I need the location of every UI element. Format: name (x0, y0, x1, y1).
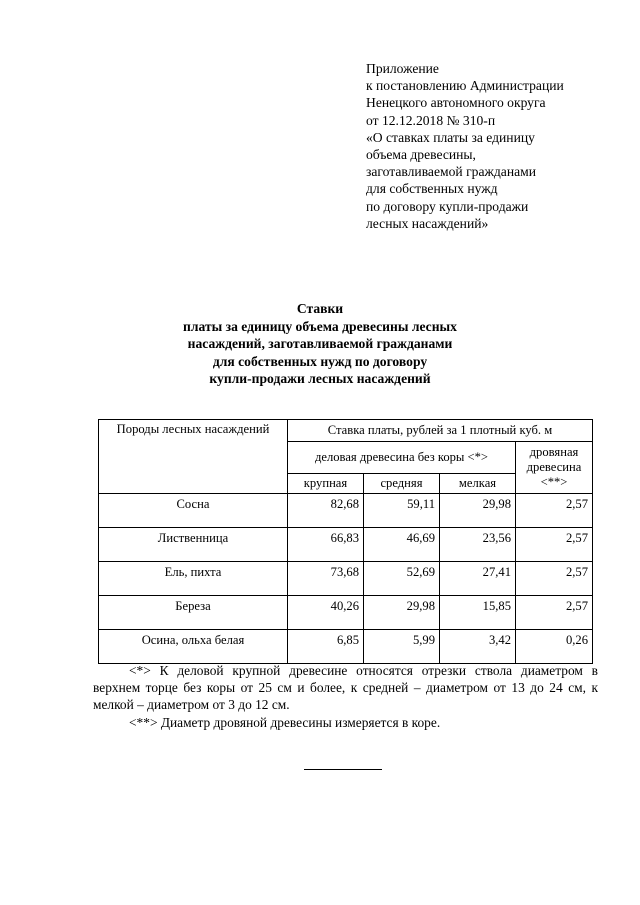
header-species: Породы лесных насаждений (99, 420, 288, 494)
rate-firewood: 2,57 (516, 562, 593, 596)
rate-large: 40,26 (288, 596, 364, 630)
header-rate: Ставка платы, рублей за 1 плотный куб. м (288, 420, 593, 442)
rate-medium: 59,11 (364, 494, 440, 528)
rate-small: 3,42 (440, 630, 516, 664)
appendix-line: Ненецкого автономного округа (366, 95, 546, 111)
appendix-line: от 12.12.2018 № 310-п (366, 112, 496, 128)
table-row (99, 596, 593, 630)
title-line: для собственных нужд по договору (212, 353, 428, 369)
rate-small: 29,98 (440, 494, 516, 528)
rate-large: 73,68 (288, 562, 364, 596)
rate-medium: 5,99 (364, 630, 440, 664)
end-divider (304, 769, 382, 770)
rates-table (98, 419, 593, 664)
table-row (99, 494, 593, 528)
table-row (99, 562, 593, 596)
header-medium: средняя (364, 474, 440, 494)
header-large: крупная (288, 474, 364, 494)
rate-medium: 29,98 (364, 596, 440, 630)
rate-medium: 52,69 (364, 562, 440, 596)
rate-large: 82,68 (288, 494, 364, 528)
rate-large: 6,85 (288, 630, 364, 664)
table-row (99, 630, 593, 664)
species-cell: Осина, ольха белая (99, 630, 288, 664)
appendix-line: объема древесины, (366, 147, 476, 163)
rate-medium: 46,69 (364, 528, 440, 562)
appendix-line: «О ставках платы за единицу (366, 129, 535, 145)
appendix-line: лесных насаждений» (366, 215, 489, 231)
header-firewood: дровяная древесина <**> (516, 442, 593, 494)
appendix-line: для собственных нужд (366, 181, 498, 197)
rate-firewood: 2,57 (516, 528, 593, 562)
footnotes (93, 662, 598, 731)
rate-firewood: 0,26 (516, 630, 593, 664)
document-title (130, 300, 510, 388)
title-line: платы за единицу объема древесины лесных (183, 318, 457, 334)
rate-small: 23,56 (440, 528, 516, 562)
title-line: Ставки (296, 301, 344, 316)
header-small: мелкая (440, 474, 516, 494)
species-cell: Береза (99, 596, 288, 630)
title-line: купли-продажи лесных насаждений (209, 371, 431, 386)
table-row (99, 528, 593, 562)
appendix-line: Приложение (366, 61, 439, 76)
footnote-business-wood: <*> К деловой крупной древесине относятся отрезки ствола диаметром в верхнем торце без коры от 25 см и более, к средней – диаметром от 13 до 24 см, к мелкой – диаметром от 3 до 12 см. (93, 663, 598, 713)
appendix-line: по договору купли-продажи (366, 198, 529, 214)
appendix-line: заготавливаемой гражданами (366, 164, 537, 180)
species-cell: Сосна (99, 494, 288, 528)
species-cell: Лиственница (99, 528, 288, 562)
appendix-line: к постановлению Администрации (366, 78, 564, 94)
rate-small: 27,41 (440, 562, 516, 596)
rate-large: 66,83 (288, 528, 364, 562)
footnote-firewood: <**> Диаметр дровяной древесины измеряется в коре. (129, 714, 441, 730)
title-line: насаждений, заготавливаемой гражданами (187, 336, 453, 351)
rate-small: 15,85 (440, 596, 516, 630)
rate-firewood: 2,57 (516, 494, 593, 528)
rate-firewood: 2,57 (516, 596, 593, 630)
species-cell: Ель, пихта (99, 562, 288, 596)
header-business-wood: деловая древесина без коры <*> (288, 442, 516, 474)
appendix-block (366, 60, 564, 232)
